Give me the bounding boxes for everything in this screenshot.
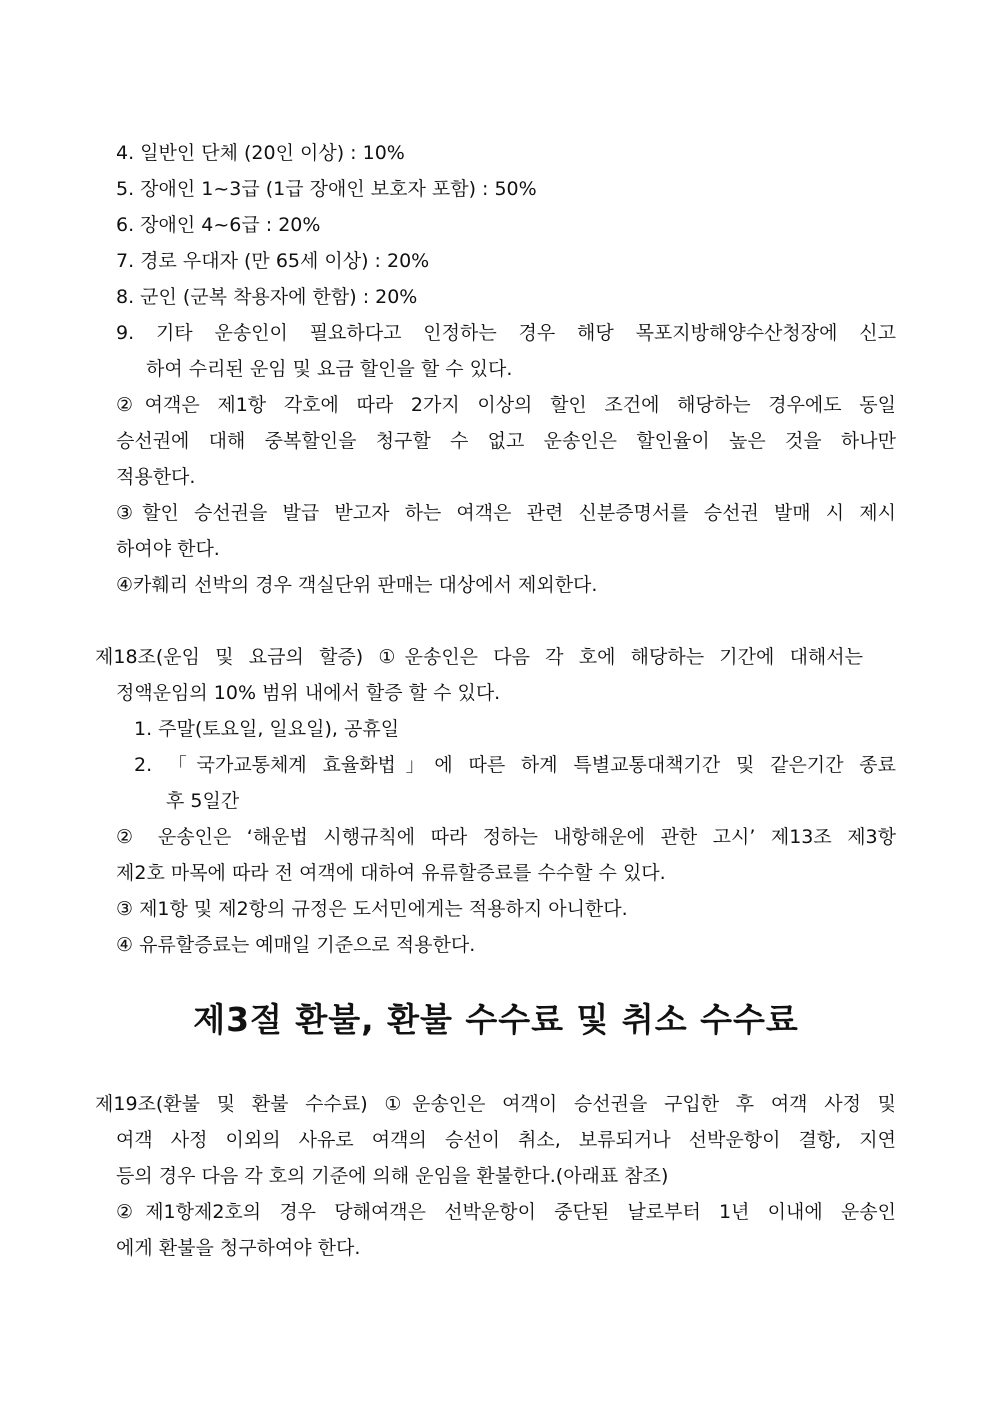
discount-item-8: 8. 군인 (군복 착용자에 한함) : 20% — [116, 286, 418, 308]
art18-item1: 1. 주말(토요일, 일요일), 공휴일 — [134, 718, 400, 740]
art17-para2-line2: 승선권에 대해 중복할인을 청구할 수 없고 운송인은 할인율이 높은 것을 하나만 — [116, 430, 896, 452]
art19-line1: 제19조(환불 및 환불 수수료) ①운송인은 여객이 승선권을 구입한 후 여객 사정 및 — [95, 1093, 896, 1115]
discount-item-9: 9. 기타 운송인이 필요하다고 인정하는 경우 해당 목포지방해양수산청장에 신고 — [116, 322, 896, 344]
art18-line2: 정액운임의 10% 범위 내에서 할증 할 수 있다. — [116, 682, 501, 704]
art17-para2-line1: ②여객은 제1항 각호에 따라 2가지 이상의 할인 조건에 해당하는 경우에도 동일 — [116, 394, 896, 416]
art18-para4: ④ 유류할증료는 예매일 기준으로 적용한다. — [116, 934, 476, 956]
discount-item-7: 7. 경로 우대자 (만 65세 이상) : 20% — [116, 250, 430, 272]
section-heading: 제3절 환불, 환불 수수료 및 취소 수수료 — [193, 1000, 799, 1039]
art19-line2: 여객 사정 이외의 사유로 여객의 승선이 취소, 보류되거나 선박운항이 결항, 지연 — [116, 1129, 896, 1151]
art18-item2-line2: 후 5일간 — [166, 790, 240, 812]
discount-item-4: 4. 일반인 단체 (20인 이상) : 10% — [116, 142, 405, 164]
art18-para2-line1: ② 운송인은 ‘해운법 시행규칙에 따라 정하는 내항해운에 관한 고시’ 제13조 제3항 — [116, 826, 896, 848]
art18-para3: ③ 제1항 및 제2항의 규정은 도서민에게는 적용하지 아니한다. — [116, 898, 628, 920]
art19-para2-line1: ②제1항제2호의 경우 당해여객은 선박운항이 중단된 날로부터 1년 이내에 운송인 — [116, 1201, 896, 1223]
art17-para3-line1: ③할인 승선권을 발급 받고자 하는 여객은 관련 신분증명서를 승선권 발매 시 제시 — [116, 502, 896, 524]
art17-para2-line3: 적용한다. — [116, 466, 196, 488]
art19-line3: 등의 경우 다음 각 호의 기준에 의해 운임을 환불한다.(아래표 참조) — [116, 1165, 669, 1187]
art18-item2-line1: 2. 「국가교통체계 효율화법」에 따른 하계 특별교통대책기간 및 같은기간 종료 — [134, 754, 896, 776]
art19-para2-line2: 에게 환불을 청구하여야 한다. — [116, 1237, 361, 1259]
art17-para4: ④카훼리 선박의 경우 객실단위 판매는 대상에서 제외한다. — [116, 574, 598, 596]
art17-para3-line2: 하여야 한다. — [116, 538, 220, 560]
discount-item-6: 6. 장애인 4~6급 : 20% — [116, 214, 321, 236]
art18-line1: 제18조(운임 및 요금의 할증) ①운송인은 다음 각 호에 해당하는 기간에 대해서는 — [95, 646, 863, 668]
art18-para2-line2: 제2호 마목에 따라 전 여객에 대하여 유류할증료를 수수할 수 있다. — [116, 862, 666, 884]
discount-item-5: 5. 장애인 1~3급 (1급 장애인 보호자 포함) : 50% — [116, 178, 537, 200]
discount-item-9-cont: 하여 수리된 운임 및 요금 할인을 할 수 있다. — [146, 358, 513, 380]
